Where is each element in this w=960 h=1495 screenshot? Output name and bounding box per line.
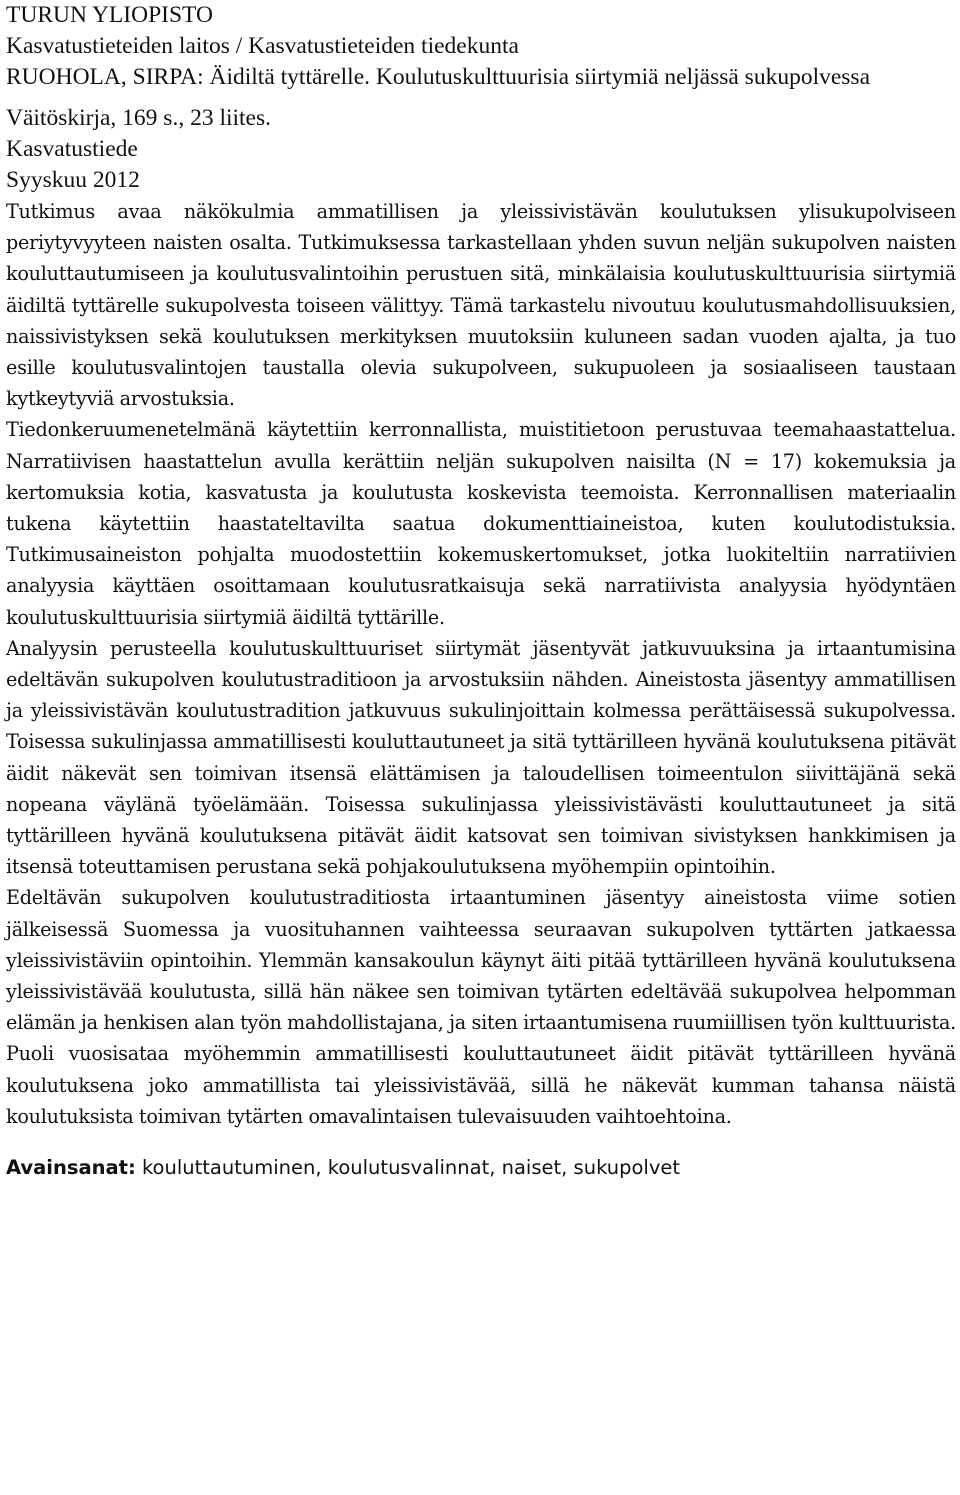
abstract-paragraph-2: Tiedonkeruumenetelmänä käytettiin kerronnallista, muistitietoon perustuvaa teemahaastattelua. Narratiivisen haastattelun avulla kerättiin neljän sukupolven naisilta (N = 17) kokemuksia ja kertomuksia kotia, kasvatusta ja koulutusta koskevista teemoista. Kerronnallisen materiaalin tukena käytettiin haastateltavilta saatua dokumenttiaineistoa, kuten koulutodistuksia. Tutkimusaineiston pohjalta muodostettiin kokemuskertomukset, jotka luokiteltiin narratiivien analyysia käyttäen osoittamaan koulutusratkaisuja sekä narratiivista analyysia hyödyntäen koulutuskulttuurisia siirtymiä äidiltä tyttärille. <box>6 418 956 629</box>
date: Syyskuu 2012 <box>6 167 140 193</box>
abstract-paragraph-3: Analyysin perusteella koulutuskulttuuriset siirtymät jäsentyvät jatkuvuuksina ja irtaantumisina edeltävän sukupolven koulutustraditioon ja arvostuksiin nähden. Aineistosta jäsentyy ammatillisen ja yleissivistävän koulutustradition jatkuvuus sukulinjoittain kolmessa perättäisessä sukupolvessa. Toisessa sukulinjassa ammatillisesti kouluttautuneet ja sitä tyttärilleen hyvänä koulutuksena pitävät äidit näkevät sen toimivan itsensä elättämisen ja taloudellisen toimeentulon siivittäjänä sekä nopeana väylänä työelämään. Toisessa sukulinjassa yleissivistävästi kouluttautuneet ja sitä tyttärilleen hyvänä koulutuksena pitävät äidit katsovat sen toimivan sivistyksen hankkimisen ja itsensä toteuttamisen perustana sekä pohjakoulutuksena myöhempiin opintoihin. <box>6 636 956 879</box>
keywords-label: Avainsanat: <box>6 1156 136 1180</box>
document-header <box>6 0 960 196</box>
thesis-info: Väitöskirja, 169 s., 23 liites. <box>6 105 272 131</box>
university-name: TURUN YLIOPISTO <box>6 2 213 28</box>
keywords-value: kouluttautuminen, koulutusvalinnat, naiset, sukupolvet <box>135 1156 681 1180</box>
abstract-paragraph-4: Edeltävän sukupolven koulutustraditiosta irtaantuminen jäsentyy aineistosta viime sotien jälkeisessä Suomessa ja vuosituhannen vaihteessa seuraavan sukupolven tyttärten jatkaessa yleissivistäviin opintoihin. Ylemmän kansakoulun käynyt äiti pitää tyttärilleen hyvänä koulutuksena yleissivistävää koulutusta, sillä hän näkee sen toimivan tytärten edeltävää sukupolvea helpomman elämän ja henkisen alan työn mahdollistajana, ja siten irtaantumisena ruumiillisen työn kulttuurista. Puoli vuosisataa myöhemmin ammatillisesti kouluttautuneet äidit pitävät tyttärilleen hyvänä koulutuksena joko ammatillista tai yleissivistävää, sillä he näkevät kumman tahansa näistä koulutuksista toimivan tytärten omavalintaisen tulevaisuuden vaihtoehtoina. <box>6 886 956 1128</box>
header-gap <box>6 93 960 103</box>
keywords <box>6 1152 960 1183</box>
abstract <box>6 196 956 1132</box>
department-name: Kasvatustieteiden laitos / Kasvatustieteiden tiedekunta <box>6 33 519 59</box>
abstract-paragraph-1: Tutkimus avaa näkökulmia ammatillisen ja yleissivistävän koulutuksen ylisukupolviseen periytyvyyteen naisten osalta. Tutkimuksessa tarkastellaan yhden suvun neljän sukupolven naisten kouluttautumiseen ja koulutusvalintoihin perustuen sitä, minkälaisia koulutuskulttuurisia siirtymiä äidiltä tyttärelle sukupolvesta toiseen välittyy. Tämä tarkastelu nivoutuu koulutusmahdollisuuksien, naissivistyksen sekä koulutuksen merkityksen muutoksiin kuluneen sadan vuoden ajalta, ja tuo esille koulutusvalintojen taustalla olevia sukupolveen, sukupuoleen ja sosiaaliseen taustaan kytkeytyviä arvostuksia. <box>6 200 956 411</box>
author-and-title: RUOHOLA, SIRPA: Äidiltä tyttärelle. Koulutuskulttuurisia siirtymiä neljässä sukupolvessa <box>6 64 871 90</box>
subject: Kasvatustiede <box>6 136 138 162</box>
